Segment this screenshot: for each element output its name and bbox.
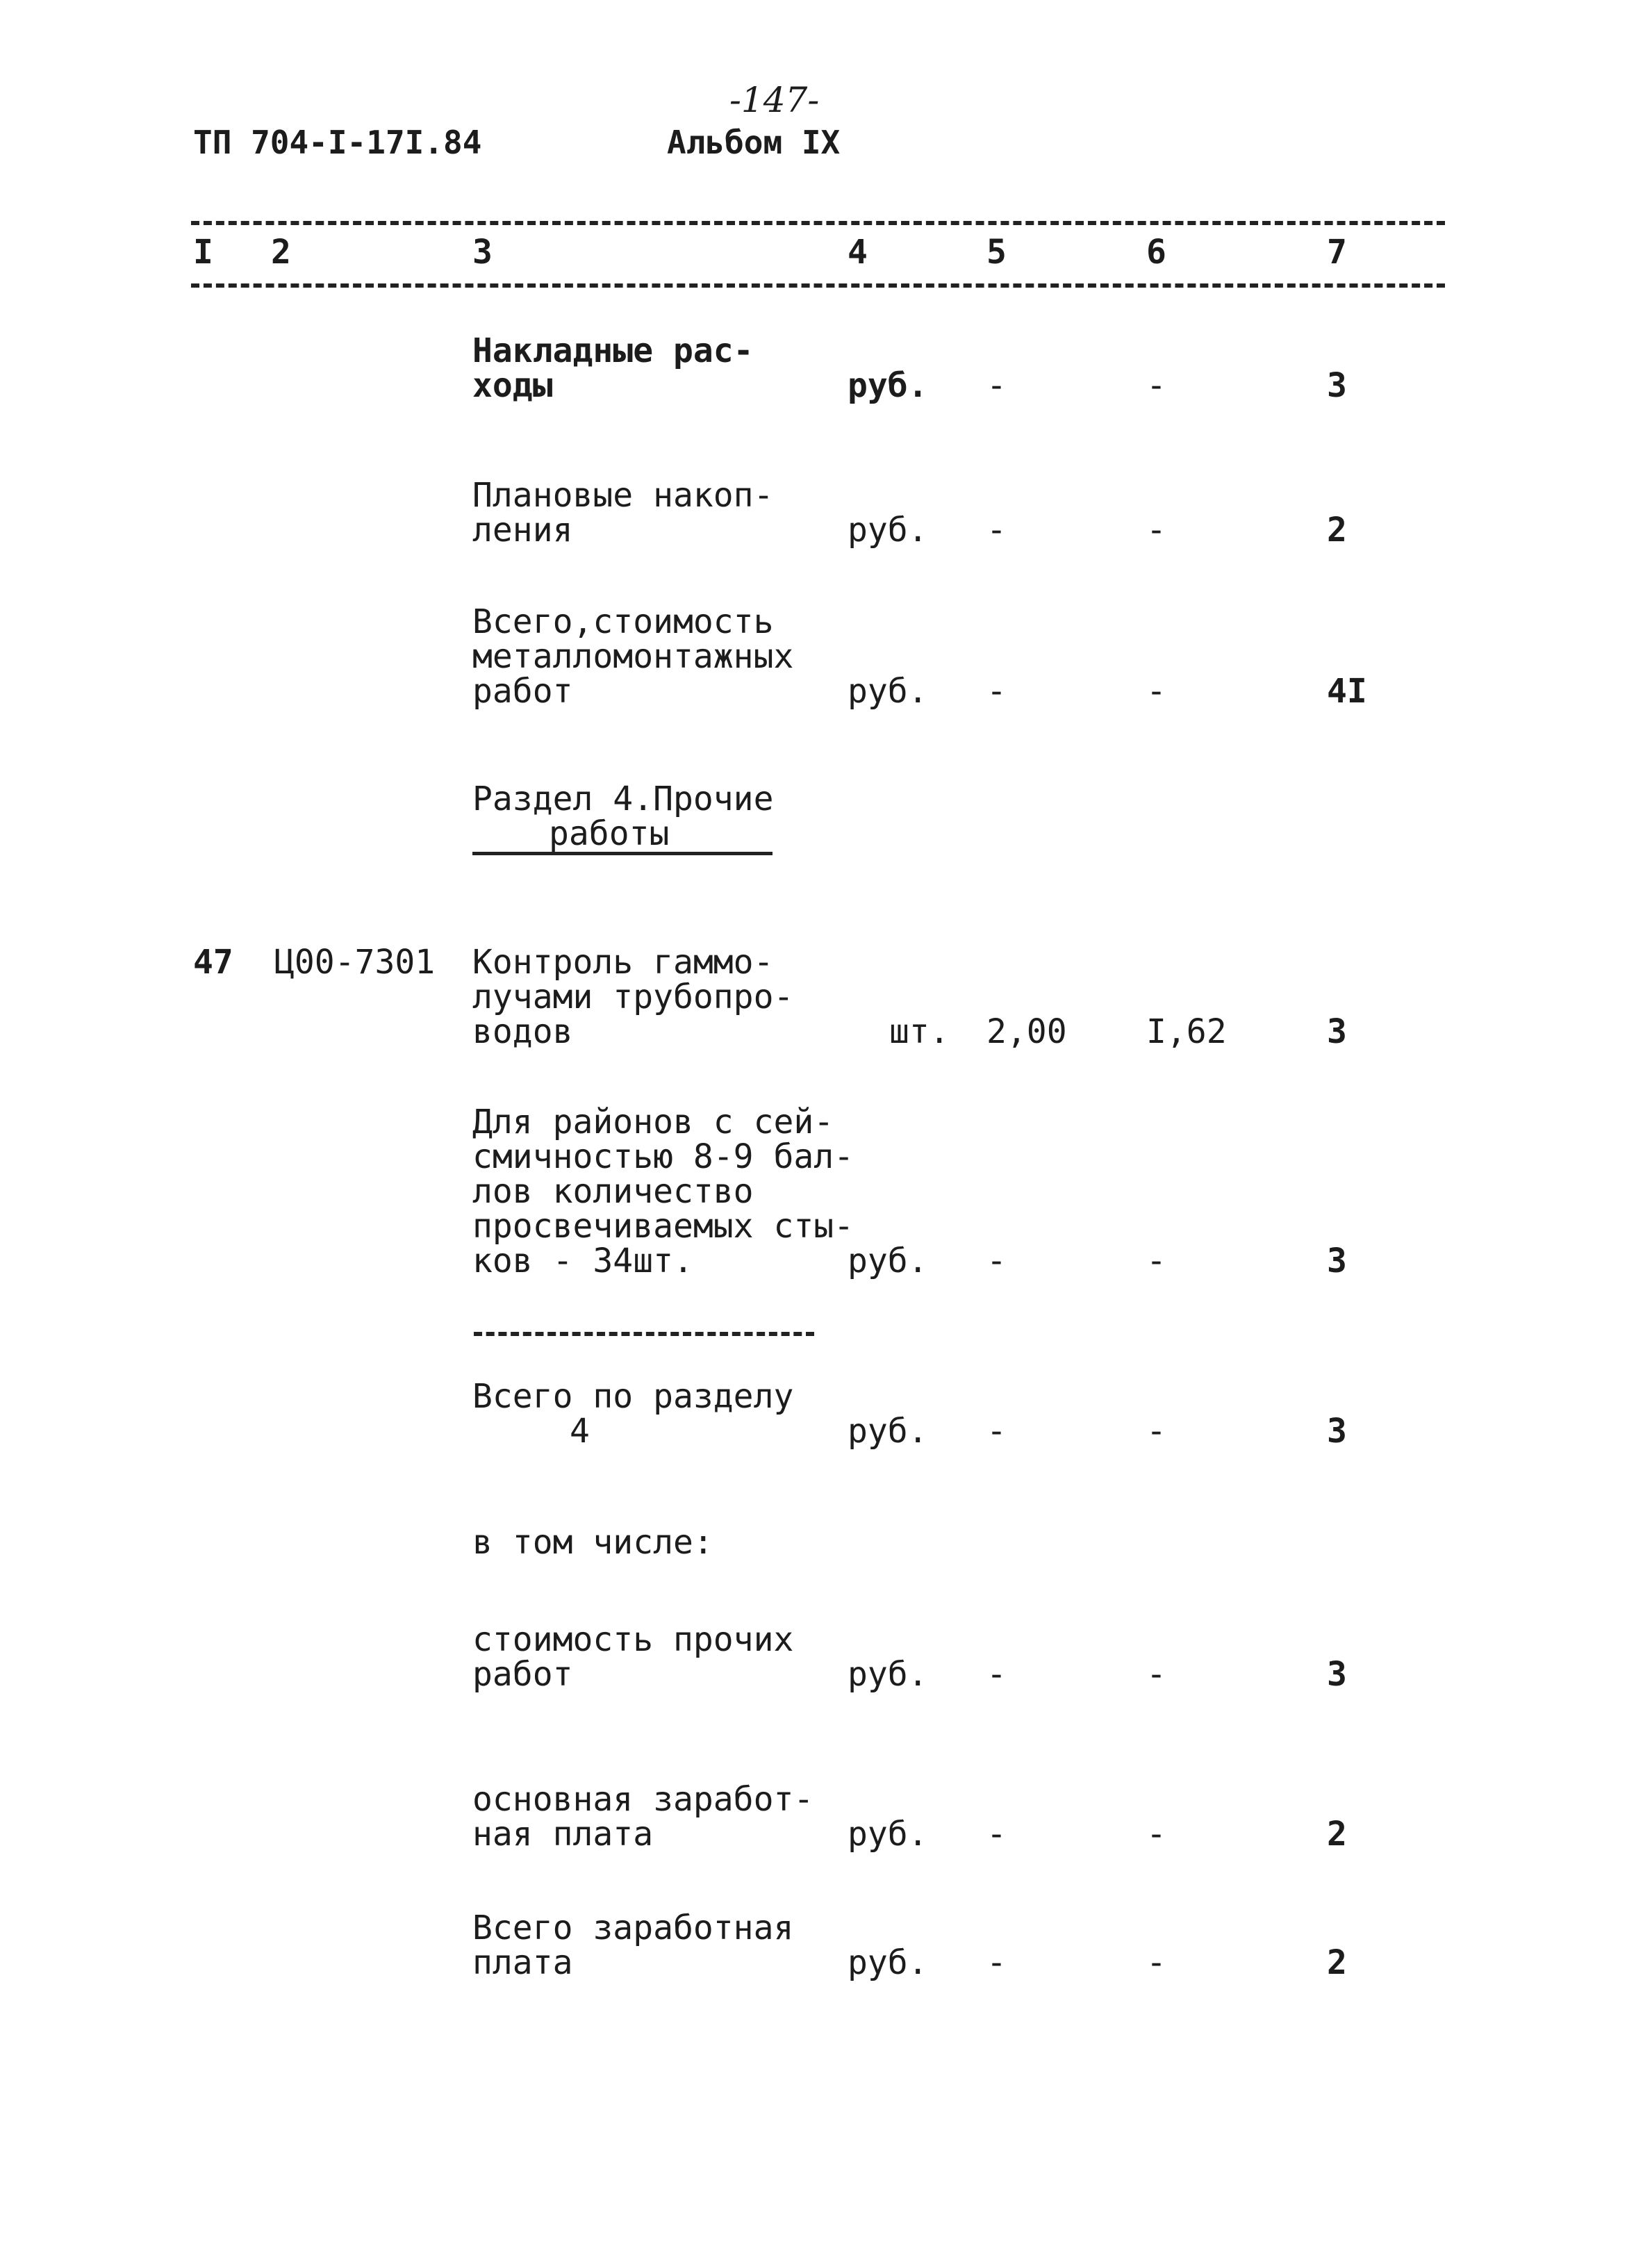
row-col6: - (1146, 672, 1166, 711)
row-total: 2 (1327, 1943, 1347, 1982)
row-col6: - (1146, 1412, 1166, 1451)
album-label: Альбом IX (667, 124, 841, 161)
row-total: 4I (1327, 672, 1367, 711)
row-description: Для районов с сей- смичностью 8-9 бал- лов количество просвечиваемых сты- ков - 34шт. (472, 1103, 854, 1280)
row-unit: руб. (848, 672, 928, 711)
row-col6: - (1146, 1655, 1166, 1694)
row-description: Плановые накоп- ления (472, 476, 774, 550)
row-unit: руб. (848, 1815, 928, 1854)
column-number-5: 5 (986, 233, 1007, 272)
row-description: Накладные рас- ходы (472, 331, 754, 405)
page-number: -147- (729, 80, 820, 120)
row-description: Контроль гаммо- лучами трубопро- водов (472, 943, 794, 1051)
column-number-3: 3 (472, 233, 493, 272)
row-total: 2 (1327, 1815, 1347, 1854)
header-top-rule (191, 221, 1445, 225)
row-col6: - (1146, 511, 1166, 550)
column-number-6: 6 (1146, 233, 1166, 272)
row-col5: - (986, 1412, 1007, 1451)
row-col5: - (986, 672, 1007, 711)
row-col5: - (986, 1815, 1007, 1854)
column-number-7: 7 (1327, 233, 1347, 272)
row-col5: - (986, 366, 1007, 405)
row-col6: - (1146, 1943, 1166, 1982)
row-unit: руб. (848, 1943, 928, 1982)
row-col6: - (1146, 1242, 1166, 1280)
row-description: стоимость прочих работ (472, 1620, 794, 1694)
row-description: основная заработ- ная плата (472, 1780, 814, 1854)
row-total: 3 (1327, 1655, 1347, 1694)
row-total: 2 (1327, 511, 1347, 550)
row-col6: I,62 (1146, 1012, 1227, 1051)
row-description: Всего,стоимость металломонтажных работ (472, 602, 794, 711)
row-col5: - (986, 511, 1007, 550)
row-unit: руб. (848, 1412, 928, 1451)
row-col5: - (986, 1943, 1007, 1982)
row-code: Ц00-7301 (274, 943, 436, 982)
column-number-2: 2 (271, 233, 291, 272)
section-title: Раздел 4.Прочие работы (472, 780, 774, 853)
row-description: в том числе: (472, 1523, 713, 1562)
row-col6: - (1146, 1815, 1166, 1854)
column-number-1: I (193, 233, 213, 272)
row-col5: 2,00 (986, 1012, 1067, 1051)
row-total: 3 (1327, 1412, 1347, 1451)
row-col5: - (986, 1655, 1007, 1694)
row-unit: руб. (848, 1655, 928, 1694)
column-number-4: 4 (848, 233, 868, 272)
row-unit: руб. (848, 366, 928, 405)
row-col5: - (986, 1242, 1007, 1280)
row-col6: - (1146, 366, 1166, 405)
row-unit: руб. (848, 1242, 928, 1280)
row-total: 3 (1327, 1242, 1347, 1280)
header-bottom-rule (191, 283, 1445, 288)
section-underline (472, 852, 773, 855)
row-description: Всего заработная плата (472, 1909, 794, 1982)
document-code: ТП 704-I-17I.84 (193, 124, 482, 161)
row-total: 3 (1327, 1012, 1347, 1051)
subtotal-rule (474, 1332, 814, 1336)
row-total: 3 (1327, 366, 1347, 405)
row-unit: шт. (889, 1012, 950, 1051)
row-unit: руб. (848, 511, 928, 550)
row-description: Всего по разделу 4 (472, 1377, 794, 1451)
row-index: 47 (193, 943, 233, 982)
